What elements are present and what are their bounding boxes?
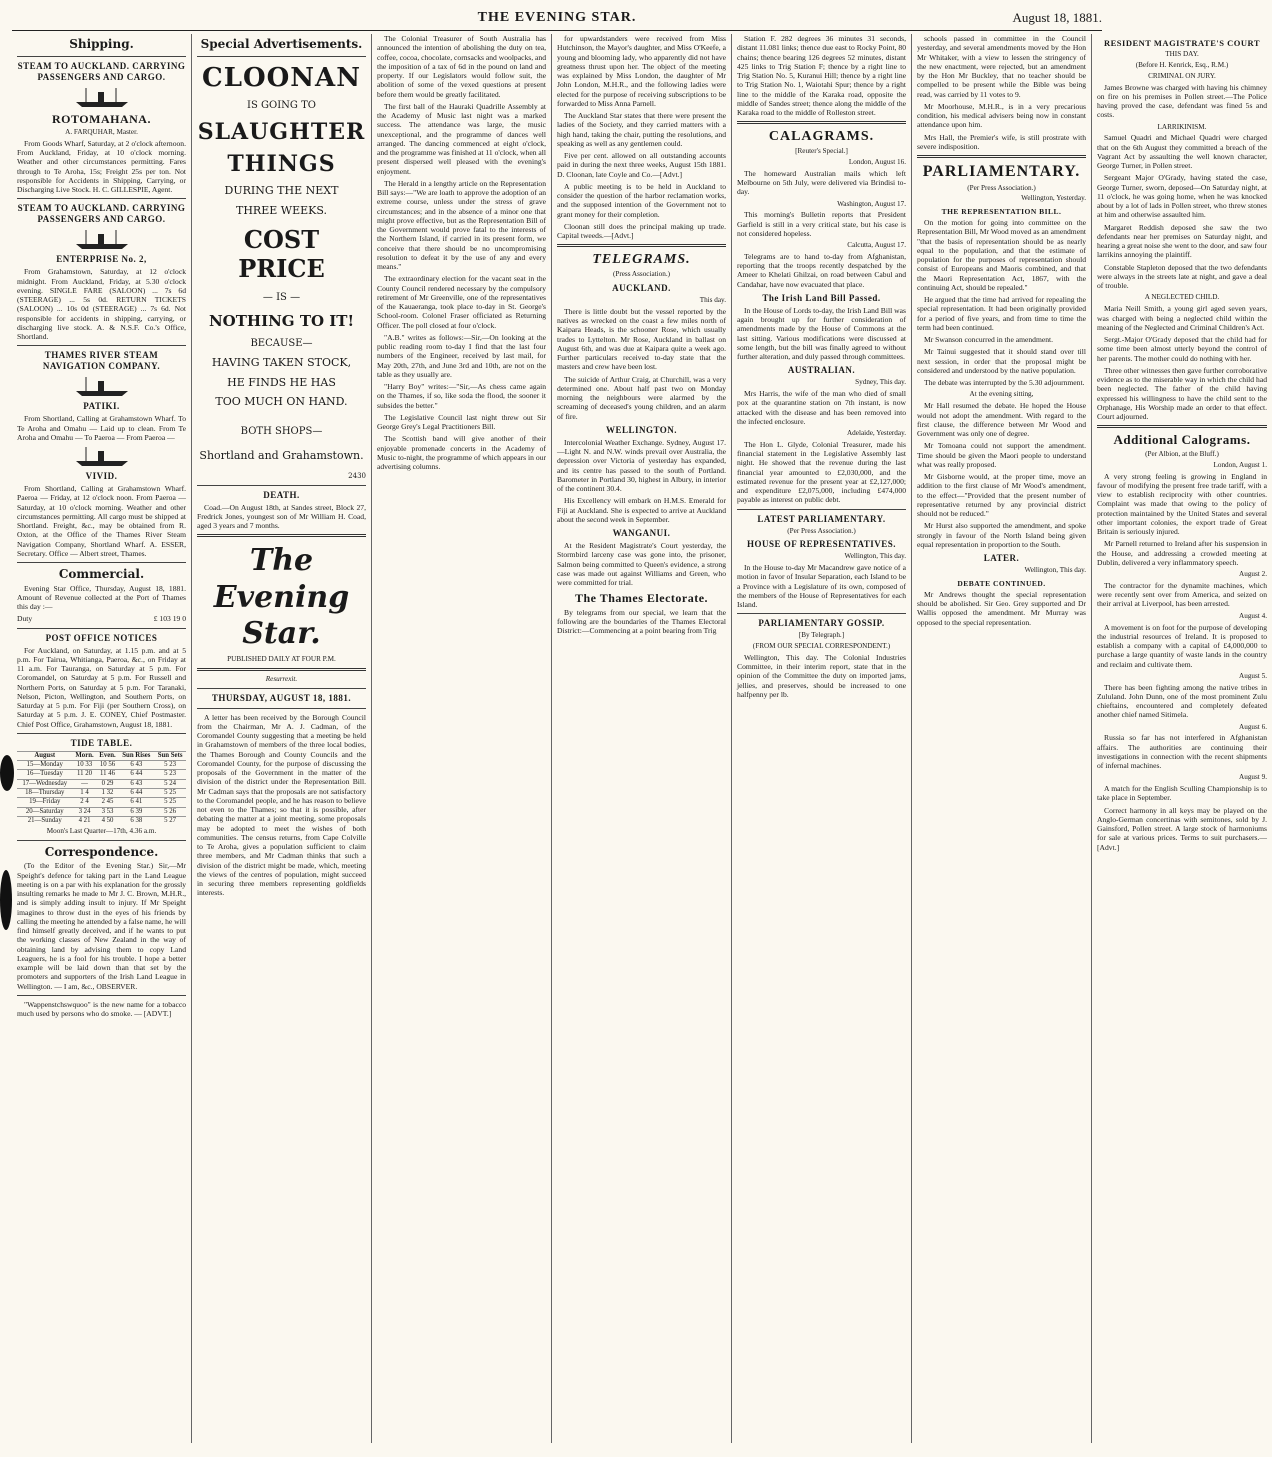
tide-cell: 6 44 (118, 770, 154, 779)
telegrams-heading: TELEGRAMS. (592, 252, 691, 268)
ad-line: COST PRICE (238, 225, 325, 284)
latest-parliamentary-heading: LATEST PARLIAMENTARY. (757, 513, 886, 524)
cloonan-ad (197, 63, 366, 481)
dateline: Adelaide, Yesterday. (846, 429, 906, 438)
tide-cell: 6 43 (118, 779, 154, 788)
tide-cell: — (72, 779, 96, 788)
news-paragraph: The extraordinary election for the vacant seat in the County Council rendered necessary by the compulsory retirement of Mr Greenville, one of the representatives of the Kauaeranga, took place to-day in St. George's School-room. Colonel Fraser officiated as Returning Officer. The poll closed at four o'clock. (377, 274, 546, 330)
tide-cell: 6 44 (118, 788, 154, 797)
news-paragraph: The Auckland Star states that there were present the ladies of the Society, and they carried matters with a high hand, taking the chair, putting the resolutions, and speaking as well as any gentlemen could. (557, 111, 726, 148)
news-paragraph: By telegrams from our special, we learn that the following are the boundaries of the Thames Electoral District:—Commencing at a point bearing from Trig (557, 607, 726, 636)
news-paragraph: In the House to-day Mr Macandrew gave notice of a motion in favor of Insular Separation, each Island to be a Province with a Legislature of its own, composed of the members of the House of Representatives for each Island. (737, 563, 906, 610)
news-paragraph: Mrs Harris, the wife of the man who died of small pox at the quarantine station on 7th instant, is now attacked with the disease and has been removed into the infected enclosure. (737, 389, 906, 426)
debate-heading: DEBATE CONTINUED. (957, 578, 1046, 588)
news-paragraph: Wellington, This day. The Colonial Industries Committee, in their interim report, state that in the opinion of the Committee the duty on imported jams, jellies, and preserves, should be increased to one halfpenny per lb. (737, 652, 906, 699)
column-6 (912, 34, 1092, 1443)
tide-column-header: Even. (97, 751, 119, 760)
news-paragraph: The Colonial Treasurer of South Australia has announced the intention of abolishing the duty on tea, coffee, cocoa, chocolate, cornsacks and woolpacks, and the imposition of a tax of 6d in the pound on land and property. If our Legislators would follow suit, the abolition of some of the vexed questions at present before them would be greatly facilitated. (377, 34, 546, 99)
news-paragraph: The Hon L. Glyde, Colonial Treasurer, made his financial statement in the Legislative Assembly last night. He showed that the revenue during the last financial year amounted to £2,030,000, and the estimated revenue for the present year at £2,127,000; and expenditure £2,075,000, including £474,000 payable as interest on public debt. (737, 439, 906, 505)
tide-column-header: Sun Sets (154, 751, 186, 760)
news-paragraph: for upwardstanders were received from Miss Hutchinson, the Mayor's daughter, and Miss O'Keefe, a young and blooming lady, who apparently did not have greatness thrust upon her. The object of the meeting was explained by Miss London, the daughter of Mr John London, M.H.R., and the following ladies were elected for the purpose of receiving subscriptions to be forwarded to Miss Anna Parnell. (557, 34, 726, 108)
ad-text: From Goods Wharf, Saturday, at 2 o'clock afternoon. From Auckland, Friday, at 10 o'clock morning. Weather and other circumstances permitting. Fares through to Te Aroha, 15s; Freight 25s per ton. Not responsible for Accidents in Shipping, Carrying, or Discharging Live Stock. H. C. GILLESPIE, Agent. (17, 138, 186, 195)
tide-cell: 2 4 (72, 798, 96, 807)
death-heading: DEATH. (263, 489, 300, 500)
news-paragraph: The Legislative Council last night threw out Sir George Grey's Legal Practitioners Bill. (377, 412, 546, 431)
place-heading: WELLINGTON. (605, 424, 678, 435)
ad-heading: STEAM TO AUCKLAND. CARRYING PASSENGERS AND CARGO. (17, 203, 186, 225)
published-line: PUBLISHED DAILY AT FOUR P.M. (227, 655, 336, 664)
place-heading: WANGANUI. (612, 528, 671, 539)
ad-line: THINGS (227, 151, 336, 178)
news-paragraph: Mr Parnell returned to Ireland after his suspension in the House, and addressing a crowded meeting at Dublin, delivered a very inflammatory speech. (1097, 539, 1267, 567)
tide-cell: 0 29 (97, 779, 119, 788)
leader-text: A letter has been received by the Borough Council from the Chairman, Mr A. J. Cadman, of the Coromandel County suggesting that a meeting be held in Grahamstown of members of the three local bodies, the Thames Borough and County Councils and the Coromandel County, for the purpose of discussing the proposals of the Government in the matter of the division of the district under the Representation Bill. Mr Cadman says that the proposals are not satisfactory to the Coromandel people, and he has reason to believe not even to the Thames; so that it is possible, after debating the matter at a joint meeting, some proposals may be adopted to meet the wishes of both communities. The census returns, from Cape Colville to Te Aroha, gives a population sufficient to claim three members, and Mr Cadman thinks that such a division of the district might be made, which, meeting the views of the centres of population, might succeed in securing three members representing goldfields interests. (197, 712, 366, 898)
tide-cell: 21—Sunday (17, 816, 72, 825)
news-paragraph: Correct harmony in all keys may be played on the Anglo-German concertinas with semitones, sold by J. Gainsford, Pollen street. A large stock of harmoniums for sale at various prices. Terms to suit purchasers.—[Advt.] (1097, 805, 1267, 852)
tide-row (17, 770, 186, 779)
news-paragraph: The first ball of the Hauraki Quadrille Assembly at the Academy of Music last night was a marked success. The attendance was large, the music unexceptional, and the programme of dances well arranged. The dancing commenced at eight o'clock, and the programme was finished at 11 o'clock, when all present dispersed well pleased with the evening's enjoyment. (377, 101, 546, 176)
court-subheading: A NEGLECTED CHILD. (1144, 293, 1220, 302)
news-paragraph: Mr Moorhouse, M.H.R., is in a very precarious condition, his medical advisers being now in constant attendance upon him. (917, 101, 1086, 130)
dateline: August 9. (1239, 773, 1267, 782)
ad-line: HE FINDS HE HAS (227, 375, 336, 389)
ship-name: ROTOMAHANA. (52, 111, 151, 126)
tide-cell: 5 23 (154, 770, 186, 779)
news-paragraph: In the House of Lords to-day, the Irish Land Bill was again brought up for further consideration of amendments made by the House of Commons at the last sitting. Various modifications were discussed at some length, but the bill was finally agreed to without further alteration, and duly passed through committees. (737, 305, 906, 362)
news-paragraph: Mr Gisborne would, at the proper time, move an addition to the first clause of Mr Wood's amendment, to the effect—"Provided that the present number of representative returned by any provincial district should not be reduced." (917, 472, 1086, 518)
news-paragraph: At the Resident Magistrate's Court yesterday, the Stormbird larceny case was gone into, the prisoner, Salmon being committed to Queen's evidence, a strong case was made out against Williams and Green, who were committed for trial. (557, 541, 726, 588)
dateline: Wellington, Yesterday. (1021, 194, 1086, 203)
tide-cell: 11 20 (72, 770, 96, 779)
news-paragraph: Three other witnesses then gave further corroborative evidence as to the miserable way in which the child had been neglected. The father of the child having expressed his willingness to have the child sent to the Orphanage, His Worship made an order to that effect. Court adjourned. (1097, 365, 1267, 422)
newspaper-title: THE EVENING STAR. (477, 10, 637, 25)
ad-name: CLOONAN (202, 62, 361, 93)
ad-line: NOTHING TO IT! (208, 311, 355, 330)
news-paragraph: His Excellency will embark on H.M.S. Emerald for Fiji at Auckland. She is expected to arrive at Auckland about the second week in September. (557, 496, 726, 524)
news-paragraph: James Browne was charged with having his chimney on fire on his premises in Pollen street.—The Police having proved the case, defendant was fined 5s and costs. (1097, 82, 1267, 120)
ad-text: From Shortland, Calling at Grahamstown Wharf. To Te Aroha and Omahu — Laid up to clean. From Te Aroha and Omahu — To Paeroa — From Paeroa — (17, 414, 186, 442)
tide-table-heading: TIDE TABLE. (70, 737, 133, 748)
ad-line: IS GOING TO (247, 100, 316, 112)
additional-calograms-heading: Additional Calograms. (1113, 432, 1251, 448)
column-1 (12, 34, 192, 1443)
tide-cell: 5 23 (154, 761, 186, 770)
news-paragraph: There is little doubt but the vessel reported by the natives as wrecked on the coast a few miles north of Kaipara Heads, is the schooner Rose, which usually trades to Lyttelton. Mr Rose, Auckland in ballast on August 6th, and was due at Kaipara quite a week ago. Further particulars received to-day state that the masters and crew have been lost. (557, 306, 726, 372)
tide-row (17, 788, 186, 797)
ad-heading: STEAM TO AUCKLAND. CARRYING PASSENGERS AND CARGO. (17, 60, 186, 82)
dateline: August 2. (1239, 570, 1267, 579)
dateline: London, August 1. (1213, 460, 1267, 469)
tide-cell: 4 21 (72, 816, 96, 825)
correspondence-text: (To the Editor of the Evening Star.) Sir,—Mr Speight's defence for taking part in the Land League meeting is on a par with his explanation for the grossly insulting remarks he made to Mr J. C. Brown, M.H.R., and is simply adding insult to injury. If Mr Speight imagines to throw dust in the eyes of his friends by calling the meeting he attended by a false name, he will find himself greatly deceived, and if he wants to put the working classes of New Zealand in the way of obtaining land by advising them to copy Land Leaguers, he is a fool for his trouble. I hope a better example will be laid down than that set by the promoters and supporters of the Irish Land League in Wellington. — I am, &c., OBSERVER. (17, 861, 186, 991)
news-paragraph: Mr Hurst also supported the amendment, and spoke strongly in favour of the North Island being given equal representation in proportion to the South. (917, 521, 1086, 549)
news-paragraph: The debate was interrupted by the 5.30 adjournment. (924, 378, 1085, 388)
tide-cell: 2 45 (97, 798, 119, 807)
gossip-heading: PARLIAMENTARY GOSSIP. (758, 618, 885, 629)
news-paragraph: A public meeting is to be held in Auckland to consider the question of the harbor reclamation works, and the supposed intention of the Government not to grant money for their completion. (557, 181, 726, 219)
tide-cell: 6 43 (118, 761, 154, 770)
tide-row (17, 816, 186, 825)
telegrams-source: (Press Association.) (612, 270, 671, 279)
calagrams-source: [Reuter's Special.] (795, 147, 848, 156)
news-paragraph: Mr Swanson concurred in the amendment. (924, 335, 1054, 345)
news-paragraph: Sergeant Major O'Grady, having stated the case, George Turner, sworn, deposed—On Saturday night, at 11 o'clock, he was going home, when he was knocked about by a lot of lads in Pollen street, who threw stones at him and otherwise assaulted him. (1097, 173, 1267, 220)
masthead: The Evening Star. (213, 543, 350, 652)
news-paragraph: He argued that the time had arrived for repealing the special representation. It had been originally provided for a period of five years, and from time to time the term had been continued. (917, 295, 1086, 332)
tobacco-ad: "Wappenstchswquoo" is the new name for a tobacco much used by persons who do smoke. — [ADVT.] (17, 999, 186, 1019)
tide-cell: 20—Saturday (17, 807, 72, 816)
tide-row (17, 798, 186, 807)
steamship-icon (17, 445, 186, 467)
court-subheading: LARRIKINISM. (1157, 122, 1207, 131)
dateline: Calcutta, August 17. (847, 241, 906, 250)
ad-line: Shortland and Grahamstown. (199, 448, 364, 462)
ad-line: — IS — (262, 291, 301, 303)
ad-line: BECAUSE— (250, 338, 313, 350)
tide-cell: 5 25 (154, 798, 186, 807)
court-day: THIS DAY. (1165, 50, 1199, 59)
ship-name: ENTERPRISE No. 2, (56, 254, 147, 265)
column-7 (1092, 34, 1272, 1443)
tide-cell: 19—Friday (17, 798, 72, 807)
ad-heading: THAMES RIVER STEAM NAVIGATION COMPANY. (42, 350, 161, 372)
ad-line: DURING THE NEXT (224, 184, 339, 198)
news-paragraph: Margaret Reddish deposed she saw the two defendants near her premises on Saturday night, and hearing a great noise she went to the door, and saw four larrikins annoying the plaintiff. (1097, 222, 1267, 260)
tide-column-header: Morn. (72, 751, 96, 760)
tide-table (17, 751, 186, 825)
dateline: Washington, August 17. (837, 199, 906, 208)
dateline: London, August 16. (848, 158, 906, 167)
ad-line: SLAUGHTER (197, 118, 366, 145)
duty-line (17, 614, 186, 623)
columns (12, 34, 1267, 1443)
steamship-icon (17, 375, 186, 397)
tide-cell: 5 27 (154, 816, 186, 825)
tide-cell: 17—Wednesday (17, 779, 72, 788)
parliamentary-heading: PARLIAMENTARY. (922, 163, 1081, 180)
news-paragraph: Five per cent. allowed on all outstanding accounts paid in during the next three weeks, August 15th 1881. D. Cloonan, late Coyle and Co.—[Advt.] (557, 151, 726, 179)
news-paragraph: schools passed in committee in the Council yesterday, and several amendments moved by the Hon Mr Whitaker, with a view to lessen the stringency of the new enactment, were rejected, but an amendment by the Hon Mr Buckley, that no teacher should be compelled to be present while the Bible was being read, was carried by 11 votes to 9. (917, 34, 1086, 99)
news-paragraph: Mr Andrews thought the special representation should be abolished. Sir Geo. Grey supported and Dr Wallis opposed the amendment. Mr Murray was opposed to the special representation. (917, 589, 1086, 627)
tide-row (17, 761, 186, 770)
dateline: Sydney, This day. (855, 378, 906, 387)
tide-cell: 16—Tuesday (17, 770, 72, 779)
court-heading: RESIDENT MAGISTRATE'S COURT (1103, 38, 1260, 48)
issue-date: August 18, 1881. (1012, 10, 1102, 25)
news-paragraph: Russia so far has not interfered in Afghanistan affairs. The authorities are continuing their investigations in connection with the recent shipments of infernal machines. (1097, 733, 1267, 771)
ad-line: TOO MUCH ON HAND. (215, 395, 348, 409)
dateline: Wellington, This day. (1024, 565, 1086, 574)
column-3 (372, 34, 552, 1443)
news-paragraph: Mr Tainui suggested that it should stand over till next session, in order that the proposal might be considered and understood by the native population. (917, 347, 1086, 375)
column-4 (552, 34, 732, 1443)
dateline: August 6. (1239, 722, 1267, 731)
source: [By Telegraph.] (798, 631, 845, 640)
dateline: Wellington, This day. (844, 552, 906, 561)
tide-cell: 1 4 (72, 788, 96, 797)
post-office-text: For Auckland, on Saturday, at 1.15 p.m. and at 5 p.m. For Tairua, Whitianga, Paeroa, &c., on Friday at 11 a.m. For Tauranga, on Saturday at 5 p.m. For Coromandel, on Saturday at 5 p.m. For Russell and Northern Ports, on Saturday at 5 p.m. For Taranaki, Nelson, Picton, Wellington, and Southern Ports, on Saturday at 5 p.m. For Fiji (per Southern Cross), on Saturday at 5 p.m. J. E. CONEY, Chief Postmaster. Chief Post Office, Grahamstown, August 18, 1881. (17, 645, 186, 729)
post-office-heading: POST OFFICE NOTICES (45, 632, 158, 643)
source: (Per Albion, at the Bluff.) (1145, 450, 1219, 459)
death-notice: Coad.—On August 18th, at Sandes street, Block 27, Fredrick Jones, youngest son of Mr William H. Coad, aged 3 years and 7 months. (197, 502, 366, 531)
news-paragraph: The contractor for the dynamite machines, which were recently sent over from America, and seized on their arrival at Liverpool, has been arrested. (1097, 580, 1267, 609)
news-paragraph: Telegrams are to hand to-day from Afghanistan, reporting that the troops recently despatched by the Ameer to Khelati Ghilzai, on road between Cabul and Candahar, have now evacuated that place. (737, 251, 906, 289)
correspondence-heading: Correspondence. (44, 844, 159, 859)
court-subheading: CRIMINAL ON JURY. (1148, 71, 1216, 80)
column-2 (192, 34, 372, 1443)
ad-line: BOTH SHOPS— (240, 426, 323, 438)
calagrams-heading: CALAGRAMS. (768, 129, 875, 145)
ad-text: From Shortland, Calling at Grahamstown Wharf. Paeroa — Friday, at 12 o'clock noon. From Paeroa — Saturday, at 10 o'clock morning. Weather and other circumstances permitting. All cargo must be shipped at Shortland. Freight, &c., may be obtained from R. Oxton, at the Office of the Thames River Steam Navigation Company, Shortland Wharf. A. ESSER, Secretary. Office — Albert street, Thames. (17, 484, 186, 558)
news-paragraph: "Harry Boy" writes:—"Sir,—As chess came again on the Thames, if so, like soda the flood, the sooner it subsides the better." (377, 382, 546, 410)
news-paragraph: The Scottish band will give another of their enjoyable promenade concerts in the Academy of Music to-night, the programme of which appears in our advertising columns. (377, 434, 546, 471)
ship-name: PATIKI. (83, 401, 120, 412)
dateline: THURSDAY, AUGUST 18, 1881. (211, 692, 352, 703)
news-paragraph: Mrs Hall, the Premier's wife, is still prostrate with severe indisposition. (917, 132, 1086, 151)
steamship-icon (17, 86, 186, 108)
news-paragraph: On the motion for going into committee on the Representation Bill, Mr Wood moved as an amendment "that the basis of representation should be as nearly equal to the population, and that the estimate of population for the purposes of representation should consist of Europeans and Maoris combined, and that the Maori Representation Act, 1867, with the continuing Act, should be repealed." (917, 218, 1086, 292)
special-ads-heading: Special Advertisements. (200, 37, 363, 51)
ship-master: A. FARQUHAR, Master. (65, 128, 138, 137)
tide-cell: 6 41 (118, 798, 154, 807)
steamship-icon (17, 228, 186, 250)
tide-cell: 18—Thursday (17, 788, 72, 797)
house-heading: HOUSE OF REPRESENTATIVES. (746, 539, 897, 550)
news-paragraph: Constable Stapleton deposed that the two defendants were always in the streets late at night, and gave a deal of trouble. (1097, 262, 1267, 291)
ship-name: VIVID. (85, 471, 118, 482)
tide-column-header: Sun Rises (118, 751, 154, 760)
evening-sitting: At the evening sitting, (969, 390, 1034, 399)
news-paragraph: Intercolonial Weather Exchange. Sydney, August 17.—Light N. and N.W. winds prevail over Australia, the depression over Victoria of yesterday has expanded, and its centre has passed to the south of Portland. Barometer in Portland 30, highest in Albury, in interior of the continent 30.4. (557, 437, 726, 494)
motto: Resurrexit. (265, 674, 298, 683)
tide-cell: 6 39 (118, 807, 154, 816)
bill-heading: THE REPRESENTATION BILL. (941, 207, 1062, 217)
tide-cell: 3 24 (72, 807, 96, 816)
news-paragraph: A movement is on foot for the purpose of developing the industrial resources of Ireland. It is proposed to establish a company with a capital of £4,000,000 to purchase a large quantity of waste lands in the country and reclaim and cultivate them. (1097, 622, 1267, 669)
news-paragraph: The suicide of Arthur Craig, at Churchill, was a very determined one. About half past two on Monday morning the neighbours were alarmed by the screaming of deceased's young children, and an alarm of fire. (557, 374, 726, 421)
australian-heading: AUSTRALIAN. (787, 365, 856, 376)
source: (FROM OUR SPECIAL CORRESPONDENT.) (752, 642, 891, 651)
tide-cell: 11 46 (97, 770, 119, 779)
source: (Per Press Association.) (787, 526, 856, 535)
shipping-heading: Shipping. (69, 37, 134, 51)
tide-cell: 5 26 (154, 807, 186, 816)
ad-line: HAVING TAKEN STOCK, (211, 356, 352, 370)
tide-cell: 1 32 (97, 788, 119, 797)
news-paragraph: Mr Hall resumed the debate. He hoped the House would not adopt the amendment. With regard to the first clause, the difference between Mr Wood and Government was only one of degree. (917, 401, 1086, 438)
ink-damage (0, 870, 12, 930)
ad-line: THREE WEEKS. (236, 203, 327, 217)
news-paragraph: "A.B." writes as follows:—Sir,—On looking at the public reading room to-day I find that the last four numbers of the Engineer, received by last mail, for May 20th, 27th, and June 3rd and 10th, are not on the table as they usually are. (377, 332, 546, 379)
court-before: (Before H. Kenrick, Esq., R.M.) (1135, 61, 1229, 70)
place-heading: AUCKLAND. (612, 283, 671, 294)
source: (Per Press Association.) (967, 183, 1036, 192)
news-paragraph: A match for the English Sculling Championship is to take place in September. (1097, 784, 1267, 803)
news-paragraph: Maria Neill Smith, a young girl aged seven years, was charged with being a neglected child within the meaning of the Neglected and Criminal Children's Act. (1097, 304, 1267, 332)
commercial-text: Evening Star Office, Thursday, August 18, 1881. Amount of Revenue collected at the Port of Thames this day :— (17, 583, 186, 612)
news-paragraph: A very strong feeling is growing in England in favour of modifying the present free trade tariff, with a view to establish reciprocity with other countries. Complaint was made that owing to the policy of protection maintained by the United States and several other important colonies, the export trade of Great Britain is seriously injured. (1097, 471, 1267, 537)
news-paragraph: Cloonan still does the principal making up trade. Capital tweeds.—[Advt.] (557, 221, 726, 240)
page-header (12, 8, 1102, 31)
tide-cell: 4 50 (97, 816, 119, 825)
tide-cell: 6 38 (118, 816, 154, 825)
tide-column-header: August (17, 751, 72, 760)
tide-row (17, 779, 186, 788)
tide-row (17, 807, 186, 816)
tide-cell: 15—Monday (17, 761, 72, 770)
tide-cell: 3 53 (97, 807, 119, 816)
dateline: August 4. (1239, 611, 1267, 620)
ad-text: From Grahamstown, Saturday, at 12 o'clock midnight. From Auckland, Friday, at 5.30 o'clock evening. SINGLE FARE (SALOON) ... 7s 6d (STEERAGE) ... 5s 0d. RETURN TICKETS (SALOON) ... 10s 0d (STEERAGE) ... 7s 6d. Not responsible for accidents in shipping, carrying, or discharging live stock. A. & N.S.F. Co.'s Office, Shortland. (17, 267, 186, 342)
column-5 (732, 34, 912, 1443)
ad-number: 2430 (348, 472, 366, 481)
news-paragraph: The Herald in a lengthy article on the Representation Bill says:—"We are loath to approve the adoption of an extreme course, unless under the stress of grave circumstances; and in the absence of a minor one that might prove effective, but as the Representation Bill of the Government would prove fatal to the interests of the Northern Island, if carried in its present form, we conceive that there should be no uncompromising resolution to defeat it by the use of any and every means." (377, 178, 546, 271)
news-paragraph: This morning's Bulletin reports that President Garfield is still in a very critical state, but his case is not considered hopeless. (737, 210, 906, 238)
electorate-heading: The Thames Electorate. (574, 591, 709, 606)
news-paragraph: Station F. 282 degrees 36 minutes 31 seconds, distant 11.081 links; thence due east to Rocky Point, 80 chains; thence bearing 126 degrees 52 minutes, distant 425 links to Trig Station F; thence by a right line to Trig Station No. 5, Kuranui Hill; thence by a right line to Trig Station No. 1, Waiotahi Spur; thence by a right line to the middle of the Karaka road, opposite the middle of Sandes street; thence along the middle of the Karaka road to the middle of Rolleston street. (737, 34, 906, 117)
commercial-heading: Commercial. (58, 567, 145, 581)
news-paragraph: Samuel Quadri and Michael Quadri were charged that on the 6th August they committed a breach of the Vagrant Act by assaulting the well known character, George Turner, in Pollen street. (1097, 133, 1267, 171)
news-paragraph: Sergt.-Major O'Grady deposed that the child had for some time been almost utterly beyond the control of her parents. The mother could do nothing with her. (1097, 335, 1267, 363)
this-day: This day. (699, 296, 726, 305)
tide-cell: 5 25 (154, 788, 186, 797)
news-paragraph: The homeward Australian mails which left Melbourne on 5th July, were delivered via Brindisi to-day. (737, 168, 906, 197)
tide-cell: 5 24 (154, 779, 186, 788)
moon-phase: Moon's Last Quarter—17th, 4.36 a.m. (46, 827, 157, 836)
tide-cell: 10 56 (97, 761, 119, 770)
duty-label: Duty (17, 614, 33, 624)
news-paragraph: Mr Tomoana could not support the amendment. Time should be given the Maori people to understand what was really proposed. (917, 441, 1086, 469)
irish-land-heading: The Irish Land Bill Passed. (762, 292, 881, 303)
news-paragraph: There has been fighting among the native tribes in Zululand. John Dunn, one of the most prominent Zulu chieftains, encountered and completely defeated another chief named Sitimela. (1097, 682, 1267, 720)
tide-cell: 10 33 (72, 761, 96, 770)
later-heading: LATER. (983, 553, 1020, 563)
duty-value: £ 103 19 0 (153, 614, 186, 624)
dateline: August 5. (1239, 671, 1267, 680)
